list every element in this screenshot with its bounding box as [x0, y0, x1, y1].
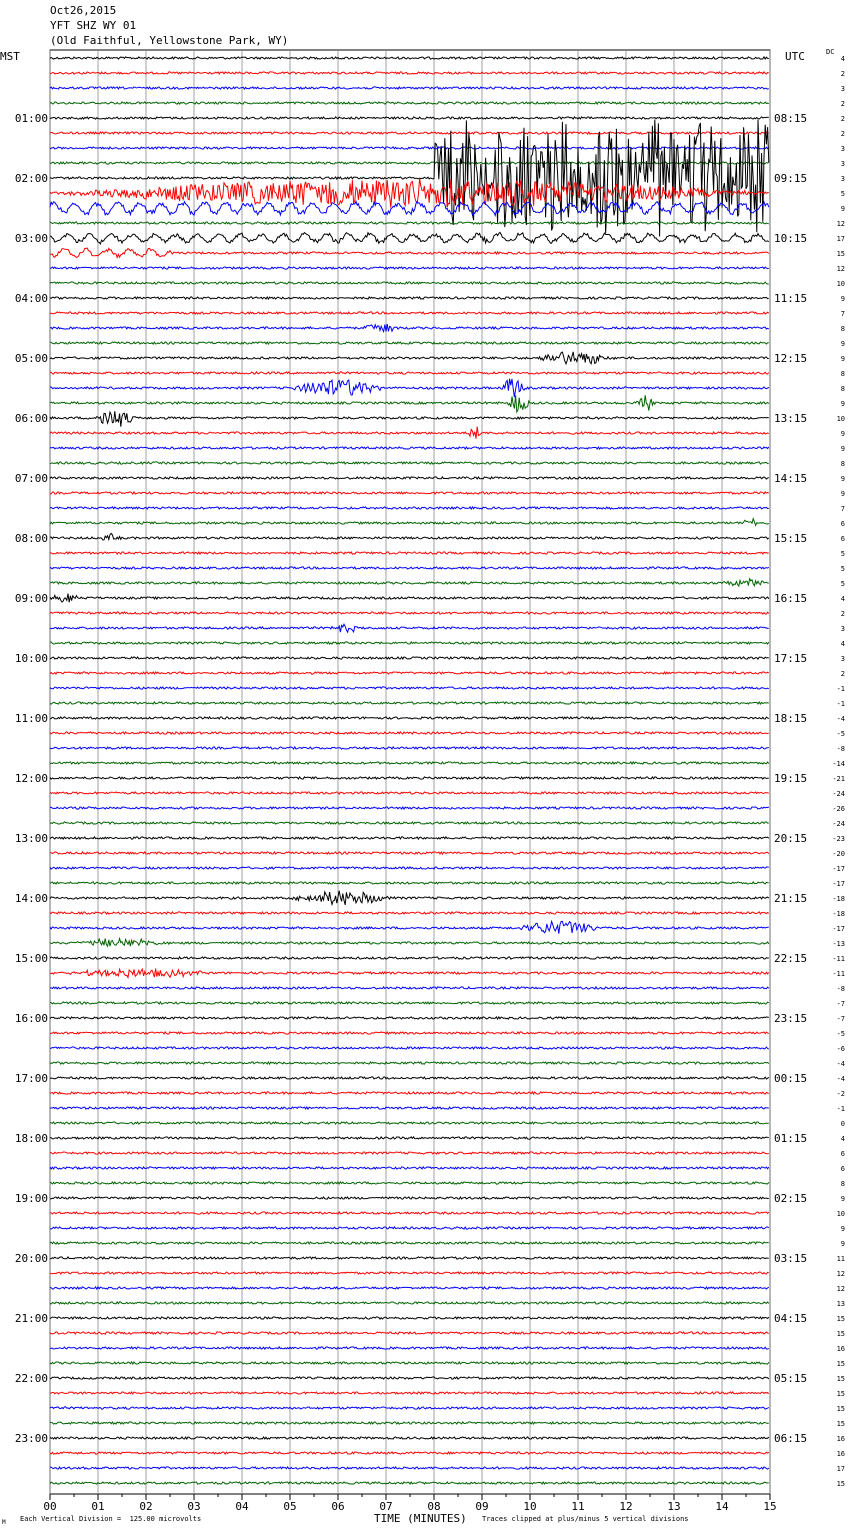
- trace-row: [50, 594, 769, 603]
- trace-row: [50, 519, 769, 526]
- left-hour-label: 05:00: [14, 352, 48, 365]
- dc-offset-label: 16: [836, 1435, 845, 1443]
- trace-row: [50, 57, 769, 59]
- dc-offset-label: 13: [836, 1300, 845, 1308]
- dc-offset-label: 8: [840, 325, 845, 333]
- right-hour-label: 20:15: [774, 832, 808, 845]
- trace-row: [50, 312, 769, 314]
- trace-row: [50, 248, 769, 258]
- dc-offset-label: 15: [836, 1360, 845, 1368]
- trace-row: [50, 1467, 769, 1469]
- trace-row: [50, 324, 769, 332]
- trace-row: [50, 72, 769, 74]
- trace-row: [50, 342, 769, 344]
- trace-row: [50, 297, 769, 299]
- dc-offset-label: 3: [840, 145, 845, 153]
- axis-labels: [15, 55, 845, 1513]
- trace-row: [50, 352, 769, 364]
- dc-offset-label: 3: [840, 655, 845, 663]
- trace-row: [50, 1062, 769, 1064]
- x-tick-label: 13: [667, 1500, 681, 1513]
- dc-offset-label: -23: [832, 835, 845, 843]
- x-tick-label: 04: [235, 1500, 249, 1513]
- dc-offset-label: -7: [836, 1000, 845, 1008]
- dc-offset-label: 9: [840, 400, 845, 408]
- dc-offset-label: 2: [840, 70, 845, 78]
- x-tick-label: 03: [187, 1500, 201, 1513]
- trace-row: [50, 891, 769, 905]
- trace-row: [50, 1077, 769, 1079]
- dc-offset-label: 9: [840, 1225, 845, 1233]
- right-hour-label: 22:15: [774, 952, 808, 965]
- left-hour-label: 02:00: [14, 172, 48, 185]
- left-hour-label: 08:00: [14, 532, 48, 545]
- dc-offset-label: 6: [840, 520, 845, 528]
- right-hour-label: 15:15: [774, 532, 808, 545]
- date-title: Oct26,2015: [50, 4, 117, 17]
- trace-row: [50, 807, 769, 809]
- trace-row: [50, 379, 769, 398]
- trace-row: [50, 1182, 769, 1184]
- trace-row: [50, 957, 769, 959]
- x-tick-label: 11: [571, 1500, 585, 1513]
- dc-offset-label: 10: [836, 280, 845, 288]
- right-hour-label: 10:15: [774, 232, 808, 245]
- dc-offset-label: 8: [840, 1180, 845, 1188]
- dc-offset-label: -17: [832, 925, 845, 933]
- trace-row: [50, 1212, 769, 1214]
- trace-row: [50, 282, 769, 284]
- trace-row: [50, 507, 769, 509]
- trace-row: [50, 1452, 769, 1454]
- trace-row: [50, 1122, 769, 1124]
- right-hour-label: 12:15: [774, 352, 808, 365]
- trace-row: [50, 1017, 769, 1019]
- dc-offset-label: -17: [832, 880, 845, 888]
- right-hour-label: 02:15: [774, 1192, 808, 1205]
- dc-offset-label: 8: [840, 460, 845, 468]
- dc-offset-label: 15: [836, 1375, 845, 1383]
- corner-mark: M: [2, 1519, 6, 1526]
- left-hour-label: 21:00: [14, 1312, 48, 1325]
- trace-row: [50, 567, 769, 569]
- left-hour-label: 19:00: [14, 1192, 48, 1205]
- trace-row: [50, 232, 769, 244]
- trace-row: [50, 1407, 769, 1409]
- trace-row: [50, 178, 769, 207]
- trace-row: [50, 672, 769, 674]
- trace-row: [50, 987, 769, 989]
- dc-offset-label: 9: [840, 475, 845, 483]
- trace-row: [50, 1377, 769, 1379]
- dc-offset-label: -8: [836, 745, 845, 753]
- dc-offset-label: 2: [840, 115, 845, 123]
- trace-row: [50, 717, 769, 719]
- dc-offset-label: -11: [832, 970, 845, 978]
- dc-offset-label: 5: [840, 190, 845, 198]
- left-hour-label: 13:00: [14, 832, 48, 845]
- trace-row: [50, 912, 769, 914]
- trace-row: [50, 117, 769, 119]
- dc-offset-label: 4: [840, 55, 845, 63]
- left-hour-label: 20:00: [14, 1252, 48, 1265]
- trace-row: [50, 533, 769, 540]
- right-hour-label: 09:15: [774, 172, 808, 185]
- dc-offset-label: 3: [840, 85, 845, 93]
- trace-row: [50, 411, 769, 426]
- dc-offset-label: -5: [836, 1030, 845, 1038]
- dc-offset-label: 12: [836, 1270, 845, 1278]
- dc-offset-label: -24: [832, 790, 845, 798]
- trace-row: [50, 732, 769, 734]
- dc-offset-label: -11: [832, 955, 845, 963]
- location-title: (Old Faithful, Yellowstone Park, WY): [50, 34, 289, 47]
- trace-row: [50, 1032, 769, 1034]
- trace-row: [50, 427, 769, 439]
- dc-offset-label: 5: [840, 550, 845, 558]
- clip-note: Traces clipped at plus/minus 5 vertical divisions: [482, 1515, 689, 1523]
- left-hour-label: 01:00: [14, 112, 48, 125]
- scale-note: Each Vertical Division = 125.00 microvolts: [20, 1515, 202, 1523]
- dc-offset-label: 7: [840, 310, 845, 318]
- right-hour-label: 13:15: [774, 412, 808, 425]
- trace-row: [50, 372, 769, 374]
- right-hour-label: 23:15: [774, 1012, 808, 1025]
- dc-offset-label: 16: [836, 1450, 845, 1458]
- left-hour-label: 17:00: [14, 1072, 48, 1085]
- right-hour-label: 16:15: [774, 592, 808, 605]
- trace-row: [50, 1152, 769, 1154]
- trace-row: [50, 657, 769, 659]
- trace-row: [50, 1197, 769, 1199]
- trace-row: [50, 492, 769, 494]
- dc-offset-label: 6: [840, 1165, 845, 1173]
- trace-row: [50, 1092, 769, 1094]
- left-timezone-label: MST: [0, 50, 20, 63]
- dc-offset-label: -26: [832, 805, 845, 813]
- x-tick-label: 01: [91, 1500, 105, 1513]
- left-hour-label: 14:00: [14, 892, 48, 905]
- trace-row: [50, 267, 769, 269]
- x-tick-label: 14: [715, 1500, 729, 1513]
- left-hour-label: 11:00: [14, 712, 48, 725]
- left-hour-label: 09:00: [14, 592, 48, 605]
- dc-offset-label: 2: [840, 670, 845, 678]
- dc-offset-label: 2: [840, 100, 845, 108]
- right-hour-label: 06:15: [774, 1432, 808, 1445]
- dc-offset-label: 12: [836, 265, 845, 273]
- trace-row: [50, 147, 769, 149]
- dc-offset-label: 7: [840, 505, 845, 513]
- dc-offset-label: -17: [832, 865, 845, 873]
- trace-row: [50, 1257, 769, 1259]
- trace-row: [50, 1437, 769, 1439]
- right-hour-label: 14:15: [774, 472, 808, 485]
- dc-offset-label: 8: [840, 385, 845, 393]
- dc-offset-label: 8: [840, 370, 845, 378]
- trace-row: [50, 477, 769, 479]
- dc-offset-label: 4: [840, 640, 845, 648]
- dc-offset-label: 4: [840, 595, 845, 603]
- dc-offset-label: -5: [836, 730, 845, 738]
- trace-row: [50, 762, 769, 764]
- left-hour-label: 16:00: [14, 1012, 48, 1025]
- trace-row: [50, 852, 769, 854]
- trace-row: [50, 1392, 769, 1394]
- right-hour-label: 19:15: [774, 772, 808, 785]
- trace-row: [50, 702, 769, 704]
- dc-offset-label: 15: [836, 1405, 845, 1413]
- station-title: YFT SHZ WY 01: [50, 19, 137, 32]
- dc-offset-label: 9: [840, 340, 845, 348]
- dc-offset-label: 10: [836, 1210, 845, 1218]
- right-hour-label: 01:15: [774, 1132, 808, 1145]
- x-tick-label: 07: [379, 1500, 393, 1513]
- dc-offset-label: 15: [836, 1390, 845, 1398]
- dc-offset-label: -18: [832, 910, 845, 918]
- dc-offset-label: 9: [840, 1195, 845, 1203]
- right-hour-label: 04:15: [774, 1312, 808, 1325]
- dc-offset-label: 9: [840, 1240, 845, 1248]
- left-hour-label: 03:00: [14, 232, 48, 245]
- trace-row: [50, 552, 769, 554]
- dc-offset-label: 15: [836, 1330, 845, 1338]
- x-tick-label: 09: [475, 1500, 489, 1513]
- dc-offset-label: -8: [836, 985, 845, 993]
- trace-row: [50, 1422, 769, 1424]
- dc-offset-label: 9: [840, 430, 845, 438]
- dc-offset-label: -13: [832, 940, 845, 948]
- dc-offset-label: -24: [832, 820, 845, 828]
- dc-offset-label: 2: [840, 130, 845, 138]
- trace-row: [50, 687, 769, 689]
- left-hour-label: 10:00: [14, 652, 48, 665]
- trace-row: [50, 747, 769, 749]
- dc-offset-label: 4: [840, 1135, 845, 1143]
- dc-offset-label: 5: [840, 565, 845, 573]
- right-timezone-label: UTC: [785, 50, 805, 63]
- dc-offset-label: -18: [832, 895, 845, 903]
- trace-row: [50, 447, 769, 449]
- dc-offset-label: -2: [836, 1090, 845, 1098]
- x-tick-label: 05: [283, 1500, 297, 1513]
- dc-offset-label: 17: [836, 235, 845, 243]
- trace-row: [50, 201, 769, 215]
- trace-row: [50, 1272, 769, 1274]
- dc-offset-label: 3: [840, 175, 845, 183]
- x-axis-title: TIME (MINUTES): [374, 1512, 467, 1525]
- trace-row: [50, 132, 769, 134]
- left-hour-label: 07:00: [14, 472, 48, 485]
- dc-offset-label: -4: [836, 1075, 845, 1083]
- left-hour-label: 12:00: [14, 772, 48, 785]
- trace-row: [50, 1137, 769, 1139]
- trace-row: [50, 1347, 769, 1349]
- x-tick-label: 06: [331, 1500, 345, 1513]
- trace-row: [50, 837, 769, 839]
- dc-offset-label: -7: [836, 1015, 845, 1023]
- left-hour-label: 15:00: [14, 952, 48, 965]
- x-tick-label: 15: [763, 1500, 777, 1513]
- right-hour-label: 05:15: [774, 1372, 808, 1385]
- dc-offset-label: -4: [836, 715, 845, 723]
- dc-offset-label: 11: [836, 1255, 845, 1263]
- dc-offset-label: 3: [840, 625, 845, 633]
- left-hour-label: 23:00: [14, 1432, 48, 1445]
- right-hour-label: 11:15: [774, 292, 808, 305]
- trace-row: [50, 1287, 769, 1289]
- dc-offset-label: -6: [836, 1045, 845, 1053]
- dc-offset-label: 15: [836, 1315, 845, 1323]
- x-tick-label: 10: [523, 1500, 537, 1513]
- dc-offset-label: -20: [832, 850, 845, 858]
- dc-offset-label: -4: [836, 1060, 845, 1068]
- dc-offset-label: 5: [840, 580, 845, 588]
- seismic-traces: [50, 57, 769, 1484]
- trace-row: [50, 1317, 769, 1319]
- plot-frame: [50, 50, 770, 1494]
- trace-row: [50, 969, 769, 978]
- dc-offset-label: 15: [836, 1420, 845, 1428]
- right-hour-label: 00:15: [774, 1072, 808, 1085]
- trace-row: [50, 1047, 769, 1049]
- trace-row: [50, 939, 769, 947]
- trace-row: [50, 642, 769, 644]
- right-hour-label: 17:15: [774, 652, 808, 665]
- dc-offset-label: 17: [836, 1465, 845, 1473]
- trace-row: [50, 1362, 769, 1364]
- dc-offset-header: DC: [826, 48, 835, 56]
- dc-offset-label: 0: [840, 1120, 845, 1128]
- trace-row: [50, 777, 769, 779]
- left-hour-label: 18:00: [14, 1132, 48, 1145]
- trace-row: [50, 1242, 769, 1244]
- dc-offset-label: -14: [832, 760, 845, 768]
- trace-row: [50, 1002, 769, 1004]
- trace-row: [50, 1227, 769, 1229]
- right-hour-label: 08:15: [774, 112, 808, 125]
- dc-offset-label: 2: [840, 610, 845, 618]
- trace-row: [50, 882, 769, 884]
- trace-row: [50, 1302, 769, 1304]
- right-hour-label: 18:15: [774, 712, 808, 725]
- dc-offset-label: 3: [840, 160, 845, 168]
- dc-offset-label: 9: [840, 295, 845, 303]
- trace-row: [50, 921, 769, 933]
- dc-offset-label: -1: [836, 685, 845, 693]
- left-hour-label: 04:00: [14, 292, 48, 305]
- dc-offset-label: 15: [836, 1480, 845, 1488]
- dc-offset-label: 15: [836, 250, 845, 258]
- trace-row: [50, 822, 769, 824]
- x-tick-label: 02: [139, 1500, 153, 1513]
- trace-row: [50, 867, 769, 869]
- trace-row: [50, 222, 769, 224]
- dc-offset-label: 16: [836, 1345, 845, 1353]
- trace-row: [50, 792, 769, 794]
- trace-row: [50, 87, 769, 89]
- trace-row: [50, 462, 769, 464]
- trace-row: [50, 624, 769, 632]
- trace-row: [50, 102, 769, 104]
- x-tick-label: 00: [43, 1500, 57, 1513]
- trace-row: [50, 120, 769, 237]
- trace-row: [50, 395, 769, 412]
- trace-row: [50, 1107, 769, 1109]
- trace-row: [50, 1482, 769, 1484]
- dc-offset-label: 12: [836, 220, 845, 228]
- x-tick-label: 08: [427, 1500, 441, 1513]
- dc-offset-label: 9: [840, 445, 845, 453]
- right-hour-label: 21:15: [774, 892, 808, 905]
- trace-row: [50, 612, 769, 614]
- right-hour-label: 03:15: [774, 1252, 808, 1265]
- dc-offset-label: 10: [836, 415, 845, 423]
- x-tick-label: 12: [619, 1500, 633, 1513]
- dc-offset-label: -1: [836, 1105, 845, 1113]
- dc-offset-label: 6: [840, 535, 845, 543]
- dc-offset-label: 9: [840, 355, 845, 363]
- dc-offset-label: 9: [840, 490, 845, 498]
- dc-offset-label: 12: [836, 1285, 845, 1293]
- trace-row: [50, 1332, 769, 1334]
- left-hour-label: 06:00: [14, 412, 48, 425]
- dc-offset-label: 6: [840, 1150, 845, 1158]
- trace-row: [50, 579, 769, 586]
- dc-offset-label: 9: [840, 205, 845, 213]
- dc-offset-label: -1: [836, 700, 845, 708]
- trace-row: [50, 1167, 769, 1169]
- dc-offset-label: -21: [832, 775, 845, 783]
- left-hour-label: 22:00: [14, 1372, 48, 1385]
